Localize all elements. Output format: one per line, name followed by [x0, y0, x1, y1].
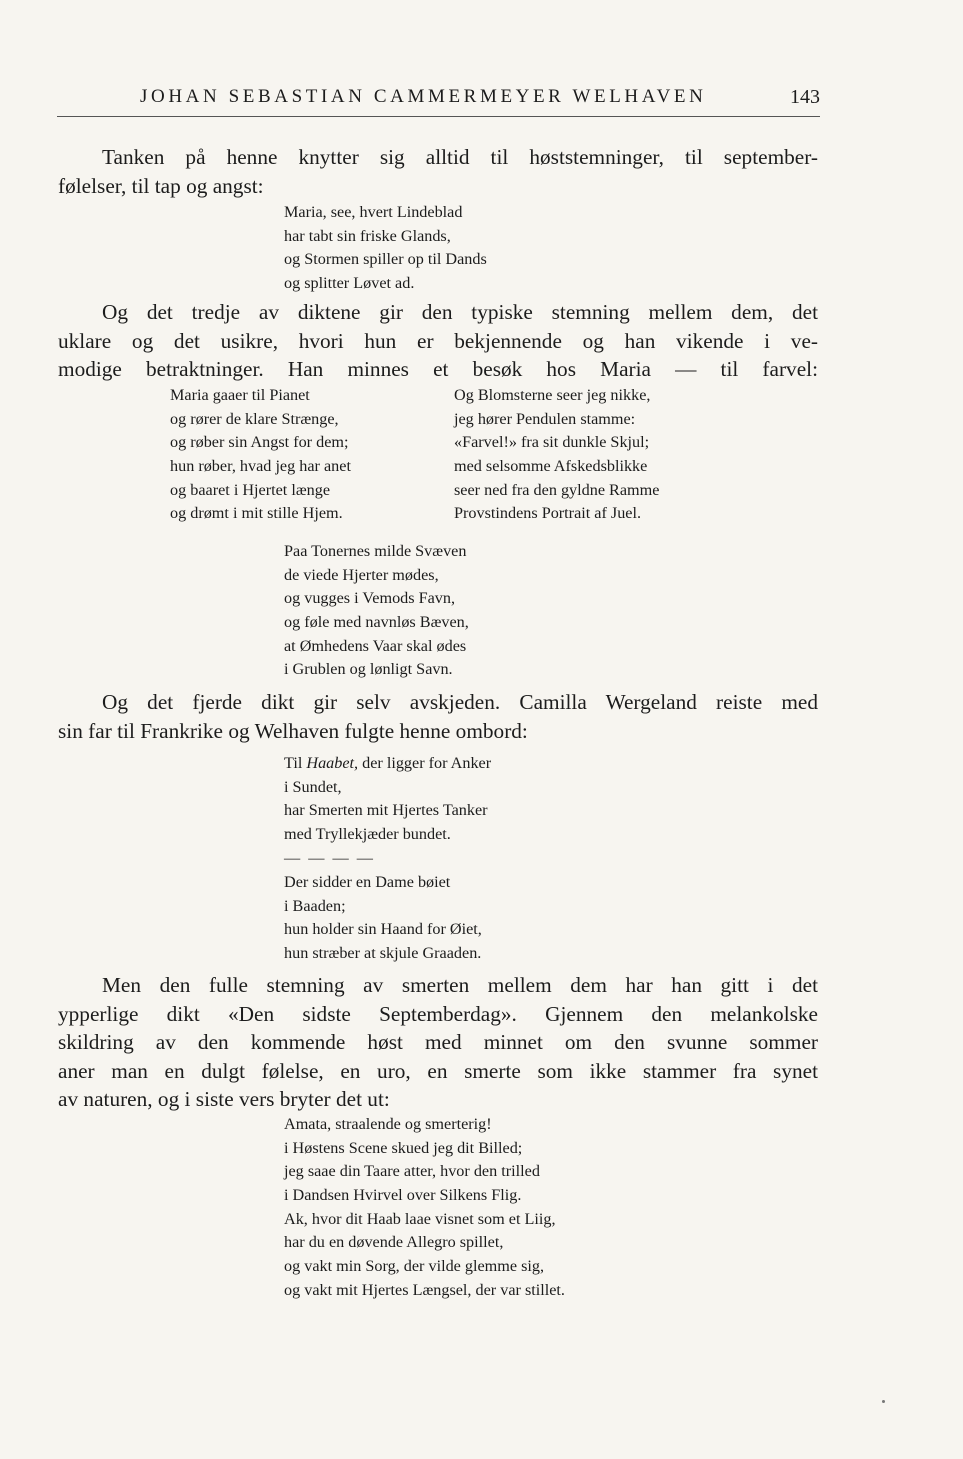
- verse-line: hun røber, hvad jeg har anet: [170, 457, 351, 476]
- header-rule: [57, 116, 820, 117]
- verse-line: med selsomme Afskedsblikke: [454, 457, 648, 476]
- verse-separator: — — — —: [284, 849, 375, 867]
- verse-stanza-6: [284, 1113, 565, 1303]
- verse-line: seer ned fra den gyldne Ramme: [454, 480, 660, 499]
- paragraph-line: modige betraktninger. Han minnes et besøk hos Maria — til farvel:: [58, 357, 818, 381]
- paragraph-line: skildring av den kommende høst med minnet om den svunne sommer: [58, 1030, 818, 1054]
- running-head: JOHAN SEBASTIAN CAMMERMEYER WELHAVEN: [140, 86, 707, 107]
- verse-line: har du en døvende Allegro spillet,: [284, 1233, 504, 1252]
- paragraph-line: Og det fjerde dikt gir selv avskjeden. Camilla Wergeland reiste med: [102, 690, 818, 714]
- verse-stanza-2-left: [170, 384, 351, 526]
- verse-line: jeg hører Pendulen stamme:: [454, 409, 636, 428]
- verse-line: og Stormen spiller op til Dands: [284, 250, 487, 269]
- verse-stanza-3: [284, 540, 469, 682]
- verse-line: og splitter Løvet ad.: [284, 274, 415, 293]
- verse-line: Ak, hvor dit Haab laae visnet som et Liig,: [284, 1209, 556, 1228]
- paragraph-line: aner man en dulgt følelse, en uro, en smerte som ikke stammer fra synet: [58, 1058, 818, 1083]
- paragraph-line: ypperlige dikt «Den sidste Septemberdag». Gjennem den melankolske: [58, 1001, 818, 1026]
- verse-line: har Smerten mit Hjertes Tanker: [284, 801, 488, 820]
- verse-line: «Farvel!» fra sit dunkle Skjul;: [454, 433, 650, 452]
- verse-line: hun stræber at skjule Graaden.: [284, 944, 482, 963]
- verse-text: der ligger for Anker: [358, 754, 492, 772]
- paragraph-2: [58, 298, 818, 384]
- verse-line: Og Blomsterne seer jeg nikke,: [454, 386, 651, 404]
- page-number: 143: [790, 86, 820, 108]
- verse-line: Der sidder en Dame bøiet: [284, 873, 451, 891]
- verse-line: og vakt mit Hjertes Længsel, der var stillet.: [284, 1280, 565, 1299]
- verse-stanza-2-right: [454, 384, 659, 526]
- verse-line: i Sundet,: [284, 777, 342, 796]
- verse-line: i Dandsen Hvirvel over Silkens Flig.: [284, 1186, 522, 1205]
- verse-text: Til: [284, 754, 307, 772]
- verse-line: de viede Hjerter mødes,: [284, 565, 439, 584]
- verse-line: [284, 752, 491, 776]
- verse-line: og rører de klare Strænge,: [170, 409, 339, 428]
- paragraph-1: [58, 143, 818, 200]
- paragraph-line: Tanken på henne knytter sig alltid til høststemninger, til september-: [102, 145, 818, 169]
- paragraph-line: følelser, til tap og angst:: [58, 173, 264, 198]
- verse-line: har tabt sin friske Glands,: [284, 226, 451, 245]
- verse-italic-text: Haabet,: [306, 754, 359, 772]
- verse-line: Amata, straalende og smerterig!: [284, 1115, 492, 1133]
- verse-line: i Grublen og lønligt Savn.: [284, 660, 453, 679]
- verse-line: med Tryllekjæder bundet.: [284, 825, 451, 844]
- verse-stanza-1: [284, 201, 487, 296]
- verse-line: jeg saae din Taare atter, hvor den trilled: [284, 1162, 540, 1181]
- verse-stanza-4: [284, 752, 491, 847]
- paper-speck: [882, 1400, 885, 1403]
- paragraph-line: Og det tredje av diktene gir den typiske stemning mellem dem, det: [102, 300, 818, 324]
- paragraph-line: av naturen, og i siste vers bryter det ut:: [58, 1087, 390, 1111]
- verse-line: og føle med navnløs Bæven,: [284, 613, 469, 632]
- verse-line: i Baaden;: [284, 896, 346, 915]
- verse-line: og vugges i Vemods Favn,: [284, 589, 456, 608]
- verse-stanza-5: [284, 871, 482, 966]
- verse-line: Maria, see, hvert Lindeblad: [284, 203, 463, 221]
- paragraph-line: sin far til Frankrike og Welhaven fulgte henne ombord:: [58, 718, 528, 743]
- verse-line: og drømt i mit stille Hjem.: [170, 504, 343, 523]
- paragraph-line: Men den fulle stemning av smerten mellem dem har han gitt i det: [102, 973, 818, 997]
- verse-line: Paa Tonernes milde Svæven: [284, 542, 467, 560]
- verse-line: i Høstens Scene skued jeg dit Billed;: [284, 1138, 523, 1157]
- verse-line: og vakt min Sorg, der vilde glemme sig,: [284, 1257, 545, 1276]
- page-header: [140, 86, 820, 114]
- verse-line: at Ømhedens Vaar skal ødes: [284, 636, 467, 655]
- verse-line: hun holder sin Haand for Øiet,: [284, 920, 482, 939]
- verse-line: og røber sin Angst for dem;: [170, 433, 349, 452]
- verse-line: Provstindens Portrait af Juel.: [454, 504, 642, 523]
- paragraph-3: [58, 688, 818, 745]
- verse-line: Maria gaaer til Pianet: [170, 386, 310, 404]
- paragraph-line: uklare og det usikre, hvori hun er bekjennende og han vikende i ve-: [58, 328, 818, 353]
- verse-line: og baaret i Hjertet længe: [170, 480, 331, 499]
- paragraph-4: [58, 971, 818, 1114]
